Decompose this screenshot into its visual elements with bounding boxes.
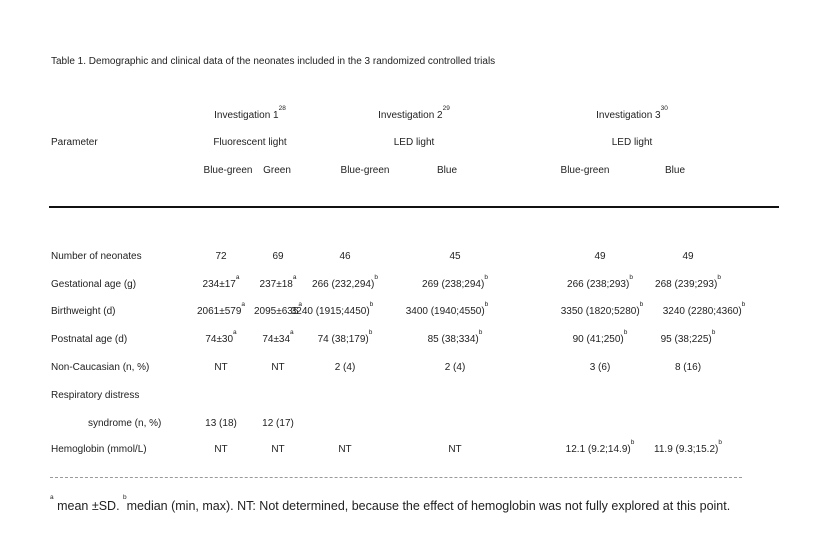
investigation-title <box>378 105 450 121</box>
cell-superscript: b <box>639 301 644 308</box>
cell-value: 74 (38;179) <box>317 334 369 345</box>
cell-value: 3 (6) <box>589 362 611 373</box>
table-cell <box>214 444 227 455</box>
footnote-mark-b: b <box>123 494 127 501</box>
cell-value: 2 (4) <box>444 362 466 373</box>
cell-value: 269 (238;294) <box>422 279 485 290</box>
table-cell <box>202 274 240 290</box>
cell-value: 90 (41;250) <box>572 334 624 345</box>
cell-superscript: b <box>478 329 483 336</box>
cell-value: 11.9 (9.3;15.2) <box>654 444 719 455</box>
cell-value: 2061±579 <box>196 306 242 317</box>
row-label: Number of neonates <box>51 251 142 262</box>
cell-value: 74±34 <box>262 334 291 345</box>
table-cell <box>205 329 237 345</box>
footnote-b-text: median (min, max). NT: Not determined, because the effect of hemoglobin was not fully explored at this point. <box>126 499 731 513</box>
cell-superscript: b <box>484 301 489 308</box>
table-cell <box>675 362 701 373</box>
group-header: Green <box>263 165 291 176</box>
table-cell <box>654 439 722 455</box>
cell-value: 268 (239;293) <box>655 279 718 290</box>
table-cell <box>594 251 605 262</box>
table-cell <box>214 362 227 373</box>
table-cell <box>312 274 378 290</box>
table-cell <box>445 362 466 373</box>
investigation-name: Investigation 2 <box>378 110 443 121</box>
table-caption: Table 1. Demographic and clinical data of the neonates included in the 3 randomized controlled trials <box>51 56 496 67</box>
table-cell <box>448 444 461 455</box>
cell-value: 95 (38;225) <box>660 334 712 345</box>
table-cell <box>338 444 351 455</box>
cell-value: 8 (16) <box>674 362 702 373</box>
cell-value: 3240 (1915;4450) <box>290 306 370 317</box>
cell-value: 2 (4) <box>334 362 356 373</box>
table-cell <box>427 329 483 345</box>
cell-superscript: a <box>235 274 240 281</box>
table-cell <box>567 274 633 290</box>
cell-value: 234±17 <box>202 279 236 290</box>
row-label: Postnatal age (d) <box>51 334 128 345</box>
group-header: Blue <box>664 165 686 176</box>
table-cell <box>662 301 746 317</box>
cell-value: 3350 (1820;5280) <box>560 306 640 317</box>
cell-value: NT <box>214 444 228 455</box>
cell-value: 85 (38;334) <box>427 334 479 345</box>
group-header: Blue-green <box>560 165 610 176</box>
cell-superscript: a <box>241 301 246 308</box>
cell-value: 49 <box>594 251 606 262</box>
group-header: Blue-green <box>340 165 390 176</box>
table-cell <box>682 251 693 262</box>
reference-mark: 30 <box>660 105 668 112</box>
cell-superscript: a <box>298 301 303 308</box>
cell-value: 74±30 <box>205 334 234 345</box>
cell-value: 12 (17) <box>262 418 294 429</box>
group-header: Blue <box>436 165 458 176</box>
cell-value: 237±18 <box>259 279 293 290</box>
light-type: Fluorescent light <box>213 137 287 148</box>
table-cell <box>590 362 611 373</box>
cell-superscript: b <box>623 329 628 336</box>
table-cell <box>339 251 350 262</box>
row-label: Respiratory distress <box>51 390 140 401</box>
table-cell <box>271 444 284 455</box>
cell-value: 266 (232,294) <box>312 279 375 290</box>
cell-value: 266 (238;293) <box>567 279 630 290</box>
table-cell <box>317 329 373 345</box>
table-cell <box>449 251 460 262</box>
investigation-title <box>214 105 286 121</box>
cell-superscript: b <box>484 274 488 281</box>
cell-value: 72 <box>215 251 227 262</box>
cell-superscript: a <box>290 329 294 336</box>
table-footnote <box>50 494 731 513</box>
cell-superscript: b <box>717 274 721 281</box>
cell-value: 49 <box>682 251 694 262</box>
cell-superscript: b <box>718 439 722 446</box>
table-cell <box>259 274 297 290</box>
row-label: Birthweight (d) <box>51 306 116 317</box>
cell-value: 2095±635 <box>253 306 299 317</box>
cell-superscript: a <box>233 329 237 336</box>
table-cell <box>560 301 644 317</box>
cell-value: 45 <box>449 251 461 262</box>
cell-superscript: a <box>292 274 297 281</box>
group-header: Blue-green <box>203 165 253 176</box>
table-cell <box>272 251 283 262</box>
table-cell <box>262 418 294 429</box>
cell-superscript: b <box>741 301 746 308</box>
cell-value: NT <box>214 362 228 373</box>
table-cell <box>572 329 628 345</box>
table-cell <box>422 274 488 290</box>
cell-value: NT <box>271 444 285 455</box>
cell-superscript: b <box>630 439 635 446</box>
parameter-header: Parameter <box>51 137 98 148</box>
investigation-name: Investigation 1 <box>214 110 279 121</box>
cell-superscript: b <box>711 329 716 336</box>
cell-value: 46 <box>339 251 351 262</box>
cell-value: 12.1 (9.2;14.9) <box>565 444 631 455</box>
cell-value: NT <box>448 444 462 455</box>
table-cell <box>565 439 635 455</box>
table-cell <box>335 362 356 373</box>
cell-value: 3240 (2280;4360) <box>662 306 742 317</box>
row-label: Non-Caucasian (n, %) <box>51 362 150 373</box>
cell-value: 69 <box>272 251 284 262</box>
table-cell <box>271 362 284 373</box>
table-cell <box>290 301 374 317</box>
light-type: LED light <box>611 137 653 148</box>
table-cell <box>262 329 294 345</box>
investigation-title <box>596 105 668 121</box>
table-cell <box>655 274 721 290</box>
cell-superscript: b <box>629 274 633 281</box>
row-label: syndrome (n, %) <box>88 418 162 429</box>
cell-superscript: b <box>368 329 373 336</box>
cell-value: NT <box>338 444 352 455</box>
cell-superscript: b <box>374 274 378 281</box>
footnote-mark-a: a <box>50 494 54 501</box>
cell-value: 3400 (1940;4550) <box>405 306 485 317</box>
reference-mark: 28 <box>278 105 286 112</box>
table-cell <box>196 301 246 317</box>
row-label: Hemoglobin (mmol/L) <box>51 444 147 455</box>
cell-value: NT <box>271 362 285 373</box>
row-label: Gestational age (g) <box>51 279 137 290</box>
light-type: LED light <box>393 137 435 148</box>
table-cell <box>215 251 226 262</box>
table-cell <box>405 301 489 317</box>
header-rule <box>49 206 779 208</box>
investigation-name: Investigation 3 <box>596 110 661 121</box>
cell-superscript: b <box>369 301 374 308</box>
table-cell <box>205 418 237 429</box>
footnote-a-text: mean ±SD. <box>53 499 124 513</box>
cell-value: 13 (18) <box>205 418 237 429</box>
footnote-divider <box>50 477 742 478</box>
reference-mark: 29 <box>442 105 450 112</box>
table-cell <box>660 329 716 345</box>
